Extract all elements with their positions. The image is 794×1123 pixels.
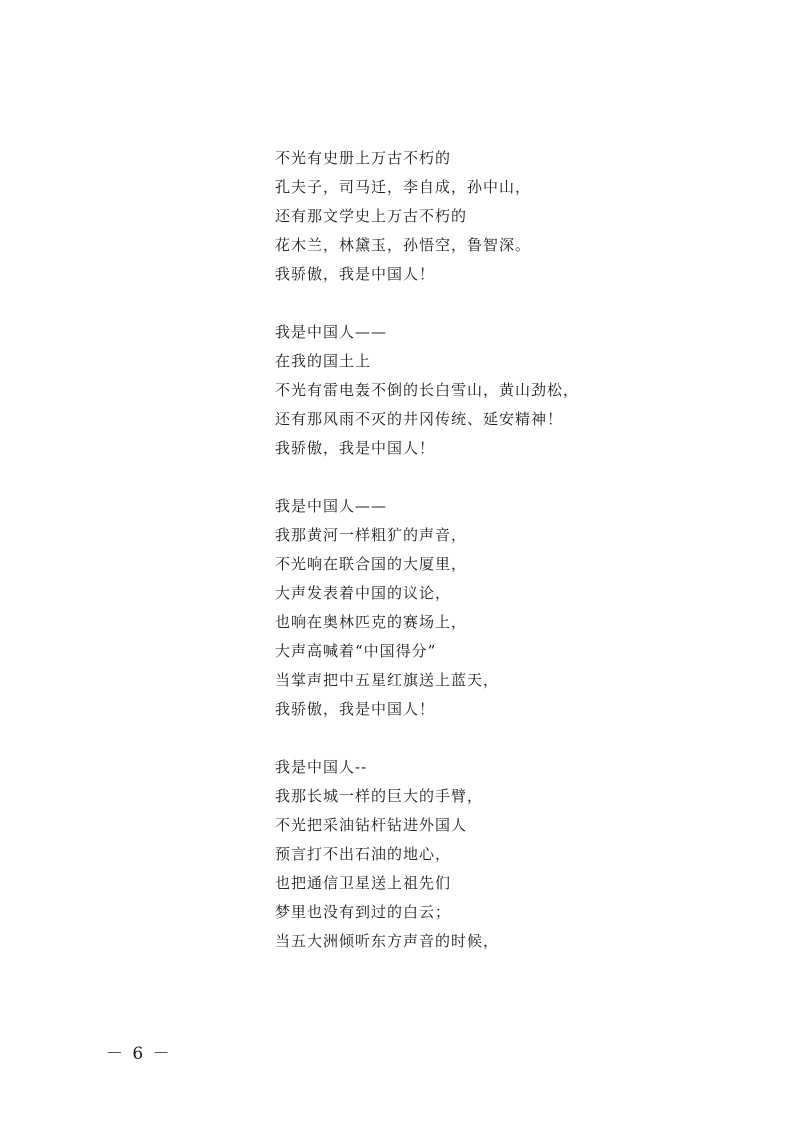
poem-line: 不光有史册上万古不朽的 bbox=[275, 149, 452, 167]
poem-line: 还有那文学史上万古不朽的 bbox=[275, 207, 468, 225]
poem-line: 预言打不出石油的地心， bbox=[275, 845, 452, 863]
poem-line: 不光响在联合国的大厦里， bbox=[275, 555, 468, 573]
poem-line: 梦里也没有到过的白云； bbox=[275, 903, 452, 921]
poem-line: 不光把采油钻杆钻进外国人 bbox=[275, 816, 468, 834]
page-number: － 6 － bbox=[106, 1044, 172, 1064]
stanza-3 bbox=[275, 492, 755, 724]
poem-line: 花木兰，林黛玉，孙悟空，鲁智深。 bbox=[275, 236, 532, 254]
poem-line: 当五大洲倾听东方声音的时候， bbox=[275, 932, 500, 950]
poem-line: 我那长城一样的巨大的手臂， bbox=[275, 787, 484, 805]
poem-line: 我是中国人—— bbox=[275, 497, 388, 515]
poem-line: 我骄傲，我是中国人！ bbox=[275, 265, 436, 283]
poem-line: 大声发表着中国的议论， bbox=[275, 584, 452, 602]
poem-line: 还有那风雨不灭的井冈传统、延安精神！ bbox=[275, 410, 564, 428]
poem-line: 我是中国人-- bbox=[275, 758, 368, 776]
poem-line: 我骄傲，我是中国人！ bbox=[275, 700, 436, 718]
poem-line: 在我的国土上 bbox=[275, 352, 372, 370]
poem-line: 我骄傲，我是中国人！ bbox=[275, 439, 436, 457]
poem-line: 我是中国人—— bbox=[275, 323, 388, 341]
stanza-4 bbox=[275, 753, 755, 956]
poem-line: 我那黄河一样粗犷的声音， bbox=[275, 526, 468, 544]
poem-line: 当掌声把中五星红旗送上蓝天， bbox=[275, 671, 500, 689]
poem-line: 大声高喊着“中国得分” bbox=[275, 642, 437, 660]
stanza-2 bbox=[275, 318, 755, 463]
poem-line: 不光有雷电轰不倒的长白雪山，黄山劲松， bbox=[275, 381, 580, 399]
stanza-1 bbox=[275, 144, 755, 289]
poem-line: 孔夫子，司马迁，李自成，孙中山， bbox=[275, 178, 532, 196]
poem-line: 也把通信卫星送上祖先们 bbox=[275, 874, 452, 892]
poem-line: 也响在奥林匹克的赛场上， bbox=[275, 613, 468, 631]
poem-body bbox=[275, 144, 755, 985]
